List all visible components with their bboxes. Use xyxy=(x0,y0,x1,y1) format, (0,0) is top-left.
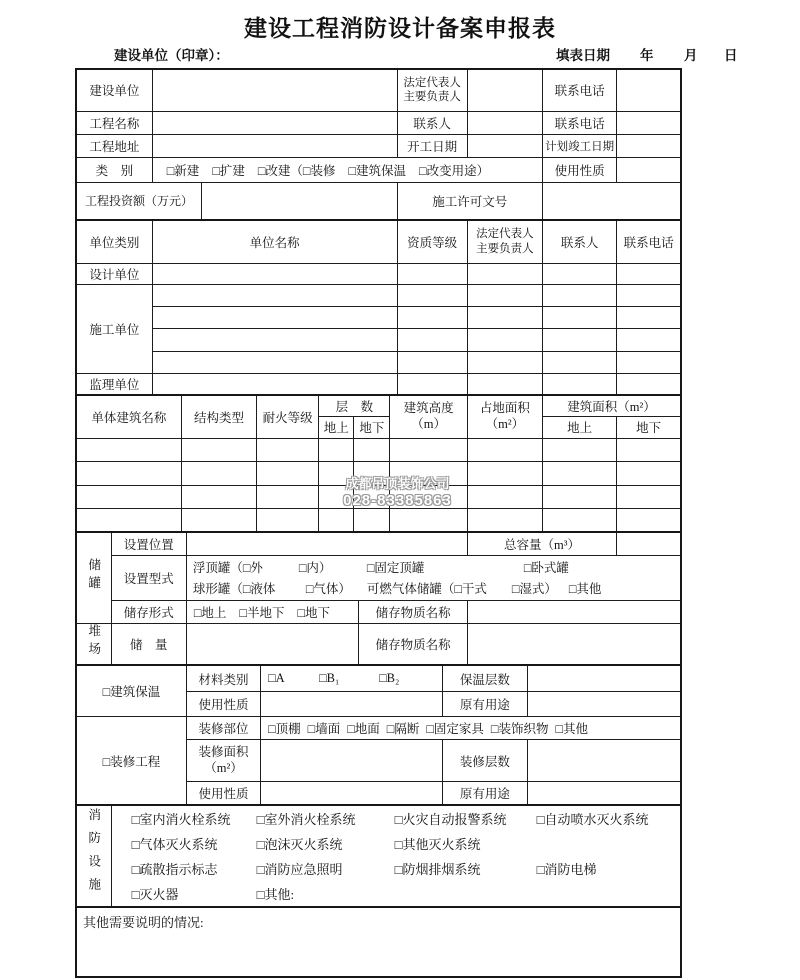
start-date-label: 开工日期 xyxy=(397,134,467,157)
checkbox-tank-other[interactable]: □其他 xyxy=(568,582,602,596)
yard-quantity-label: 储 量 xyxy=(111,623,186,665)
construction-permit-input[interactable] xyxy=(543,182,682,220)
supervision-grade-input[interactable] xyxy=(397,373,467,395)
checkbox-foam-extinguishing[interactable]: □泡沫灭火系统 xyxy=(256,836,343,852)
watermark-company: 成都吊顶装饰公司 xyxy=(345,476,450,491)
building-row4-height-input[interactable] xyxy=(390,508,467,532)
insulation-material-options xyxy=(261,665,443,692)
buildings-header-area-below: 地下 xyxy=(617,416,681,438)
construction-row4-name-input[interactable] xyxy=(152,351,397,373)
insulation-usage-label: 使用性质 xyxy=(186,692,260,717)
building-row2-structure-input[interactable] xyxy=(181,461,256,485)
contact-input[interactable] xyxy=(467,111,542,134)
construction-row1-phone-input[interactable] xyxy=(617,284,681,306)
building-row1-above-input[interactable] xyxy=(319,438,354,461)
tank-substance-input[interactable] xyxy=(467,600,681,623)
renovation-original-use-label: 原有用途 xyxy=(442,782,527,805)
construction-row3-phone-input[interactable] xyxy=(617,328,681,351)
yard-substance-label: 储存物质名称 xyxy=(359,623,467,665)
building-row2-fire-input[interactable] xyxy=(257,461,319,485)
buildings-header-structure: 结构类型 xyxy=(181,395,256,438)
tank-section-label: 储罐 xyxy=(76,532,111,623)
project-address-label: 工程地址 xyxy=(76,134,152,157)
units-header-contact: 联系人 xyxy=(543,220,617,263)
buildings-header-footprint: 占地面积 （m²） xyxy=(467,395,542,438)
checkbox-fixed-roof-tank[interactable]: □固定顶罐 xyxy=(366,561,425,575)
building-row1-structure-input[interactable] xyxy=(181,438,256,461)
renovation-layers-input[interactable] xyxy=(527,740,681,782)
checkbox-material-b2[interactable]: □B₂ xyxy=(379,671,400,685)
checkbox-partition[interactable]: □隔断 xyxy=(386,722,420,737)
insulation-layers-label: 保温层数 xyxy=(442,665,527,692)
phone-label-1: 联系电话 xyxy=(543,69,617,111)
planned-completion-input[interactable] xyxy=(617,134,681,157)
renovation-original-use-input[interactable] xyxy=(527,782,681,805)
renovation-area-input[interactable] xyxy=(261,740,443,782)
checkbox-other-extinguishing[interactable]: □其他灭火系统 xyxy=(394,836,481,852)
legal-rep-label: 法定代表人 主要负责人 xyxy=(397,69,467,111)
units-header-category: 单位类别 xyxy=(76,220,152,263)
usage-label: 使用性质 xyxy=(543,157,617,182)
supervision-name-input[interactable] xyxy=(152,373,397,395)
tank-location-input[interactable] xyxy=(186,532,467,555)
building-row3-structure-input[interactable] xyxy=(181,485,256,508)
fire-facilities-table xyxy=(75,804,682,908)
building-row1-below-input[interactable] xyxy=(354,438,390,461)
checkbox-building-insulation[interactable]: □建筑保温 xyxy=(348,163,407,178)
investment-input[interactable] xyxy=(201,182,397,220)
checkbox-semi-underground[interactable]: □半地下 xyxy=(239,605,285,620)
supervision-contact-input[interactable] xyxy=(543,373,617,395)
checkbox-sprinkler[interactable]: □自动喷水灭火系统 xyxy=(536,811,649,827)
construction-row1-name-input[interactable] xyxy=(152,284,397,306)
building-row1-height-input[interactable] xyxy=(390,438,467,461)
checkbox-expansion[interactable]: □扩建 xyxy=(212,163,245,178)
tank-type-label: 设置型式 xyxy=(111,555,186,600)
supervision-phone-input[interactable] xyxy=(617,373,681,395)
project-name-input[interactable] xyxy=(152,111,397,134)
supervision-rep-input[interactable] xyxy=(467,373,542,395)
construction-unit-seal-label: 建设单位（印章）： xyxy=(114,48,229,63)
building-row1-fire-input[interactable] xyxy=(257,438,319,461)
yard-substance-input[interactable] xyxy=(467,623,681,665)
building-row1-name-input[interactable] xyxy=(76,438,181,461)
watermark xyxy=(315,476,480,511)
day-label: 日 xyxy=(724,48,738,63)
building-row4-fire-input[interactable] xyxy=(257,508,319,532)
building-row4-below-input[interactable] xyxy=(354,508,390,532)
building-row3-area-above-input[interactable] xyxy=(542,485,616,508)
checkbox-evacuation-signs[interactable]: □疏散指示标志 xyxy=(131,861,218,877)
construction-row3-name-input[interactable] xyxy=(152,328,397,351)
building-row1-area-above-input[interactable] xyxy=(542,438,616,461)
renovation-usage-input[interactable] xyxy=(261,782,443,805)
design-unit-phone-input[interactable] xyxy=(617,263,681,284)
category-options xyxy=(152,157,542,182)
insulation-original-use-input[interactable] xyxy=(527,692,681,717)
start-date-input[interactable] xyxy=(467,134,542,157)
checkbox-fire-other[interactable]: □其他: xyxy=(256,886,295,902)
construction-row4-rep-input[interactable] xyxy=(467,351,542,373)
construction-unit-category-label: 施工单位 xyxy=(76,284,152,373)
buildings-table xyxy=(75,394,682,533)
project-address-input[interactable] xyxy=(152,134,397,157)
investment-label: 工程投资额（万元） xyxy=(76,182,201,220)
checkbox-renovation-section[interactable]: □装修工程 xyxy=(76,717,186,805)
units-header-name: 单位名称 xyxy=(152,220,397,263)
checkbox-material-b1[interactable]: □B₁ xyxy=(319,671,340,685)
planned-completion-label: 计划竣工日期 xyxy=(543,134,617,157)
design-unit-name-input[interactable] xyxy=(152,263,397,284)
legal-rep-input[interactable] xyxy=(467,69,542,111)
construction-row3-grade-input[interactable] xyxy=(397,328,467,351)
other-notes-table xyxy=(75,906,682,978)
checkbox-decorative-fabric[interactable]: □装饰织物 xyxy=(490,722,549,737)
checkbox-flammable-gas-dry[interactable]: 可燃气体储罐（□干式 xyxy=(366,582,487,596)
insulation-original-use-label: 原有用途 xyxy=(442,692,527,717)
buildings-header-fire-rating: 耐火等级 xyxy=(257,395,319,438)
checkbox-underground[interactable]: □地下 xyxy=(297,605,331,620)
tank-capacity-label: 总容量（m³） xyxy=(467,532,616,555)
building-row3-fire-input[interactable] xyxy=(257,485,319,508)
checkbox-renovation-other[interactable]: □其他 xyxy=(555,722,589,737)
construction-row1-contact-input[interactable] xyxy=(543,284,617,306)
checkbox-floating-roof-outer[interactable]: 浮顶罐（□外 xyxy=(192,561,263,575)
supervision-unit-label: 监理单位 xyxy=(76,373,152,395)
construction-row4-contact-input[interactable] xyxy=(543,351,617,373)
checkbox-floor[interactable]: □地面 xyxy=(347,722,380,737)
phone-label-2: 联系电话 xyxy=(543,111,617,134)
basic-info-table xyxy=(75,68,682,221)
construction-unit-label: 建设单位 xyxy=(76,69,152,111)
yard-section-label: 堆场 xyxy=(76,623,111,665)
checkbox-spherical-gas[interactable]: □气体） xyxy=(305,582,351,596)
checkbox-floating-roof-inner[interactable]: □内） xyxy=(298,561,332,575)
renovation-area-label: 装修面积 （m²） xyxy=(186,740,260,782)
building-row2-area-above-input[interactable] xyxy=(542,461,616,485)
building-row4-footprint-input[interactable] xyxy=(467,508,542,532)
construction-row3-contact-input[interactable] xyxy=(543,328,617,351)
buildings-header-floors-below: 地下 xyxy=(354,416,390,438)
construction-row2-name-input[interactable] xyxy=(152,306,397,328)
month-label: 月 xyxy=(684,48,698,63)
construction-row4-phone-input[interactable] xyxy=(617,351,681,373)
project-name-label: 工程名称 xyxy=(76,111,152,134)
building-row4-above-input[interactable] xyxy=(319,508,354,532)
category-label: 类 别 xyxy=(76,157,152,182)
page-title: 建设工程消防设计备案申报表 xyxy=(244,15,556,41)
other-notes-label: 其他需要说明的情况: xyxy=(83,914,204,930)
checkbox-fire-extinguisher[interactable]: □灭火器 xyxy=(131,886,179,902)
checkbox-above-ground[interactable]: □地上 xyxy=(193,605,227,620)
design-unit-rep-input[interactable] xyxy=(467,263,542,284)
year-label: 年 xyxy=(640,48,654,63)
construction-row2-contact-input[interactable] xyxy=(543,306,617,328)
building-row4-name-input[interactable] xyxy=(76,508,181,532)
checkbox-indoor-hydrant[interactable]: □室内消火栓系统 xyxy=(131,811,231,827)
construction-row2-grade-input[interactable] xyxy=(397,306,467,328)
buildings-header-floors: 层 数 xyxy=(319,395,390,416)
phone-input-2[interactable] xyxy=(617,111,681,134)
buildings-header-floors-above: 地上 xyxy=(319,416,354,438)
design-unit-contact-input[interactable] xyxy=(543,263,617,284)
building-row4-area-above-input[interactable] xyxy=(542,508,616,532)
design-unit-label: 设计单位 xyxy=(76,263,152,284)
design-unit-grade-input[interactable] xyxy=(397,263,467,284)
construction-permit-label: 施工许可文号 xyxy=(397,182,542,220)
usage-input[interactable] xyxy=(617,157,681,182)
units-header-grade: 资质等级 xyxy=(397,220,467,263)
fire-facilities-section-label: 消防设施 xyxy=(76,805,111,907)
checkbox-gas-extinguishing[interactable]: □气体灭火系统 xyxy=(131,836,218,852)
checkbox-fixed-furniture[interactable]: □固定家具 xyxy=(426,722,484,737)
units-header-legal-rep: 法定代表人 主要负责人 xyxy=(467,220,542,263)
checkbox-building-insulation-section[interactable]: □建筑保温 xyxy=(76,665,186,717)
renovation-layers-label: 装修层数 xyxy=(442,740,527,782)
checkbox-emergency-lighting[interactable]: □消防应急照明 xyxy=(256,861,343,877)
tank-substance-label: 储存物质名称 xyxy=(359,600,467,623)
construction-row2-rep-input[interactable] xyxy=(467,306,542,328)
form-subheader xyxy=(0,44,800,62)
checkbox-reconstruction-decoration[interactable]: □改建（□装修 xyxy=(257,163,336,178)
checkbox-new-build[interactable]: □新建 xyxy=(166,163,200,178)
units-header-phone: 联系电话 xyxy=(617,220,681,263)
building-row1-area-below-input[interactable] xyxy=(617,438,681,461)
checkbox-change-of-use[interactable]: □改变用途） xyxy=(419,163,490,178)
building-row4-structure-input[interactable] xyxy=(181,508,256,532)
tank-type-options xyxy=(186,555,681,600)
checkbox-fire-alarm[interactable]: □火灾自动报警系统 xyxy=(394,811,507,827)
tank-yard-table xyxy=(75,531,682,666)
yard-quantity-input[interactable] xyxy=(186,623,359,665)
tank-capacity-input[interactable] xyxy=(617,532,681,555)
construction-unit-input[interactable] xyxy=(152,69,397,111)
checkbox-spherical-liquid[interactable]: 球形罐（□液体 xyxy=(192,582,276,596)
checkbox-ceiling[interactable]: □顶棚 xyxy=(268,722,301,737)
buildings-header-name: 单体建筑名称 xyxy=(76,395,181,438)
contact-label: 联系人 xyxy=(397,111,467,134)
building-row4-area-below-input[interactable] xyxy=(617,508,681,532)
units-table xyxy=(75,219,682,396)
buildings-header-height: 建筑高度 （m） xyxy=(390,395,467,438)
building-row2-area-below-input[interactable] xyxy=(617,461,681,485)
insulation-layers-input[interactable] xyxy=(527,665,681,692)
checkbox-smoke-control[interactable]: □防烟排烟系统 xyxy=(394,861,481,877)
watermark-phone: 028-83385863 xyxy=(343,492,452,510)
checkbox-fire-elevator[interactable]: □消防电梯 xyxy=(536,861,597,877)
tank-storage-form-label: 储存形式 xyxy=(111,600,186,623)
checkbox-wall[interactable]: □墙面 xyxy=(307,722,341,737)
insulation-usage-input[interactable] xyxy=(261,692,443,717)
construction-row1-rep-input[interactable] xyxy=(467,284,542,306)
form-body xyxy=(75,68,682,978)
buildings-header-area-above: 地上 xyxy=(542,416,616,438)
construction-row3-rep-input[interactable] xyxy=(467,328,542,351)
tank-storage-form-options xyxy=(186,600,359,623)
building-row3-area-below-input[interactable] xyxy=(617,485,681,508)
construction-row1-grade-input[interactable] xyxy=(397,284,467,306)
checkbox-material-a[interactable]: □A xyxy=(268,671,285,685)
building-row3-name-input[interactable] xyxy=(76,485,181,508)
construction-row2-phone-input[interactable] xyxy=(617,306,681,328)
insulation-material-label: 材料类别 xyxy=(186,665,260,692)
renovation-parts-options xyxy=(261,717,681,740)
insulation-renovation-table xyxy=(75,664,682,806)
other-notes-input[interactable] xyxy=(76,907,681,977)
renovation-usage-label: 使用性质 xyxy=(186,782,260,805)
building-row1-footprint-input[interactable] xyxy=(467,438,542,461)
checkbox-outdoor-hydrant[interactable]: □室外消火栓系统 xyxy=(256,811,356,827)
construction-row4-grade-input[interactable] xyxy=(397,351,467,373)
renovation-parts-label: 装修部位 xyxy=(186,717,260,740)
checkbox-flammable-gas-wet[interactable]: □湿式） xyxy=(511,582,557,596)
phone-input-1[interactable] xyxy=(617,69,681,111)
buildings-header-area: 建筑面积（m²） xyxy=(542,395,681,416)
building-row2-name-input[interactable] xyxy=(76,461,181,485)
tank-location-label: 设置位置 xyxy=(111,532,186,555)
checkbox-horizontal-tank[interactable]: □卧式罐 xyxy=(523,561,569,575)
fire-facilities-options xyxy=(111,805,681,907)
fill-date-label: 填表日期 xyxy=(556,48,610,63)
